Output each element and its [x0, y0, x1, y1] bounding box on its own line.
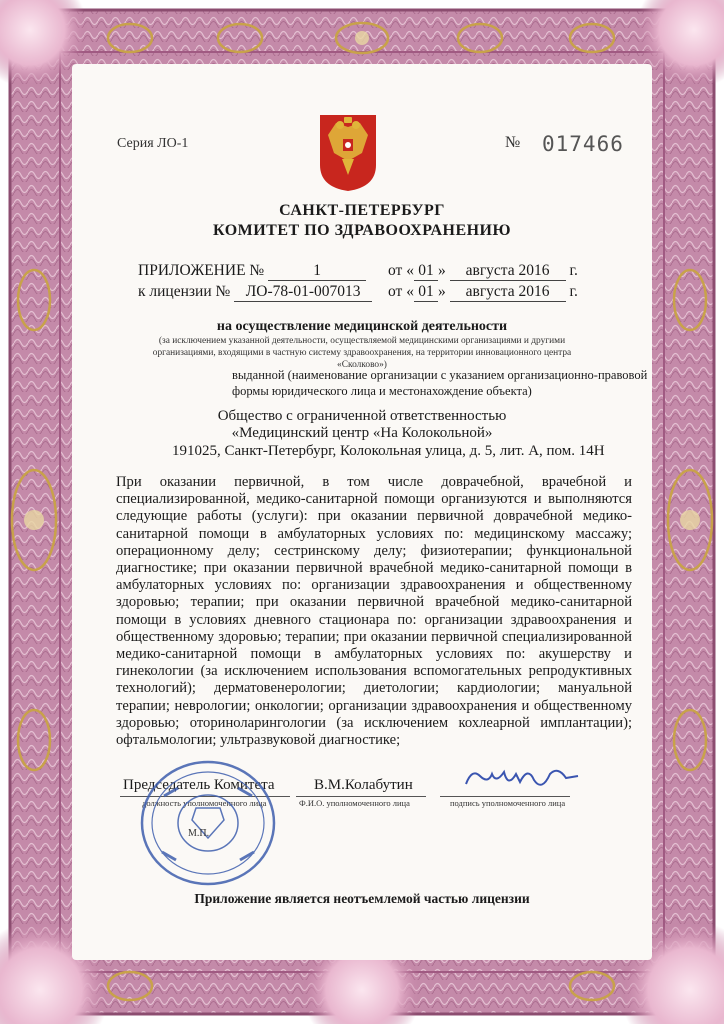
- year-suffix: г.: [569, 283, 578, 300]
- organization-form: Общество с ограниченной ответственностью: [217, 408, 507, 424]
- city-heading: САНКТ-ПЕТЕРБУРГ: [279, 202, 445, 219]
- signatory-name: В.М.Колабутин: [314, 777, 413, 793]
- appendix-day: 01: [414, 262, 438, 281]
- from-label: от: [388, 262, 403, 279]
- appendix-month: августа: [465, 262, 515, 279]
- position-caption: должность уполномоченного лица: [142, 798, 267, 808]
- coat-of-arms-emblem: [318, 113, 378, 193]
- license-year: 2016: [518, 283, 550, 300]
- series-label: Серия ЛО-1: [117, 136, 189, 151]
- year-suffix: г.: [569, 262, 578, 279]
- from-label: от: [388, 283, 403, 300]
- purpose-note: (за исключением указанной деятельности, осуществляемой медицинскими организациями и другими организациями, входящими в частную систему здравоохранения, на территории инновационного центра «Сколково»): [152, 336, 572, 370]
- name-caption: Ф.И.О. уполномоченного лица: [299, 798, 410, 808]
- license-label: к лицензии №: [138, 283, 231, 300]
- purpose-heading: на осуществление медицинской деятельности: [216, 319, 508, 334]
- license-month-year: [450, 283, 566, 302]
- license-date: от « 01 » августа 2016 г.: [388, 283, 578, 300]
- stamp-place: М.П.: [188, 828, 210, 839]
- signature-caption: подпись уполномоченного лица: [450, 798, 566, 808]
- license-row: [138, 283, 372, 302]
- number-label: №: [505, 134, 521, 151]
- license-value: ЛО-78-01-007013: [234, 283, 372, 302]
- services-text: При оказании первичной, в том числе доврачебной, врачебной и специализированной, медико-санитарной помощи организуются и выполняются следующие работы (услуги): при оказании первичной доврачебной медико-санитарной помощи в амбулаторных условиях по: медицинскому массажу; операционному делу; сестринскому делу; физиотерапии; функциональной диагностике; при оказании первичной врачебной медико-санитарной помощи в амбулаторных условиях по: организации здравоохранения и общественному здоровью; терапии; при оказании первичной врачебной медико-санитарной помощи в условиях дневного стационара по: организации здравоохранения и общественному здоровью; терапии; при оказании первичной специализированной медико-санитарной помощи в амбулаторных условиях по: акушерству и гинекологии (за исключением использования вспомогательных репродуктивных технологий); дерматовенерологии; диетологии; кардиологии; мануальной терапии; неврологии; онкологии; организации здравоохранения и общественному здоровью; оториноларингологии (за исключением кохлеарной имплантации); офтальмологии; ультразвуковой диагностике;: [116, 474, 632, 749]
- appendix-number: 1: [268, 262, 366, 281]
- organization-name: «Медицинский центр «На Колокольной»: [231, 425, 493, 441]
- license-month: августа: [465, 283, 515, 300]
- license-number: 017466: [542, 132, 624, 156]
- committee-heading: КОМИТЕТ ПО ЗДРАВООХРАНЕНИЮ: [212, 222, 512, 239]
- license-day: 01: [414, 283, 438, 302]
- appendix-date: от « 01 » августа 2016 г.: [388, 262, 578, 279]
- appendix-row: [138, 262, 366, 281]
- organization-address: 191025, Санкт-Петербург, Колокольная улица, д. 5, лит. А, пом. 14Н: [172, 443, 605, 459]
- appendix-year: 2016: [518, 262, 550, 279]
- footer-note: Приложение является неотъемлемой частью лицензии: [194, 891, 530, 906]
- issued-to-caption: выданной (наименование организации с указанием организационно-правовой формы юридического лица и местонахождение объекта): [232, 368, 648, 398]
- signatory-position: Председатель Комитета: [123, 777, 275, 793]
- handwritten-signature: [462, 762, 582, 798]
- official-stamp: [138, 758, 278, 888]
- appendix-label: ПРИЛОЖЕНИЕ №: [138, 262, 265, 279]
- appendix-month-year: [450, 262, 566, 281]
